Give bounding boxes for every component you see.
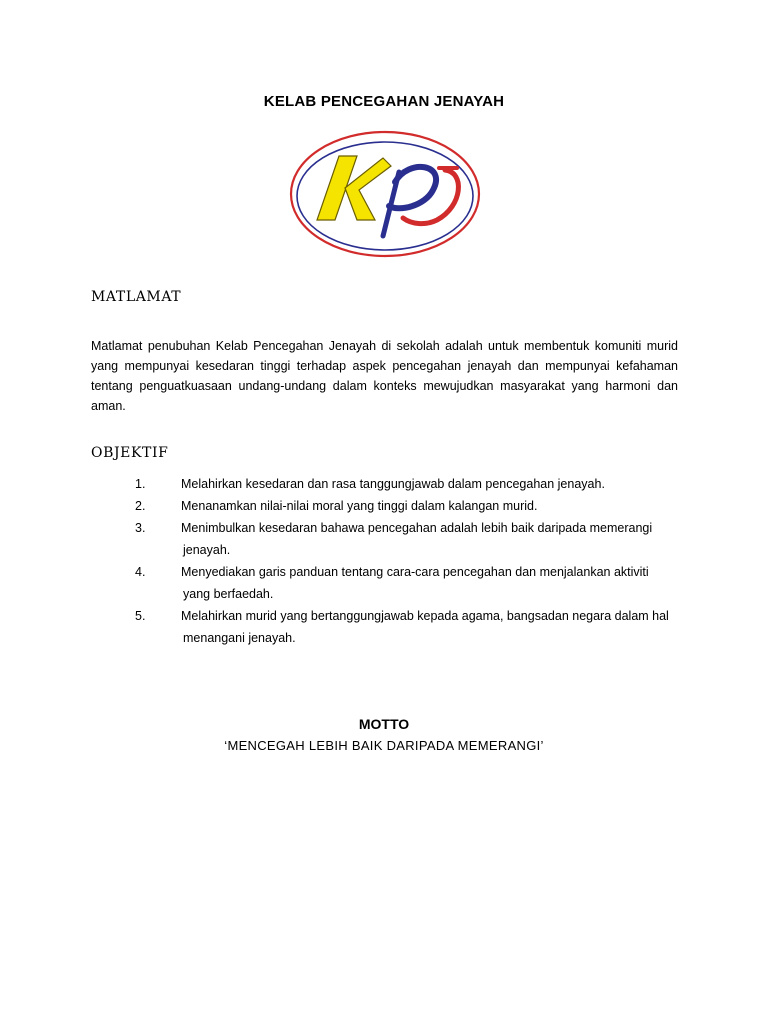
objektif-item-text: Melahirkan murid yang bertanggungjawab kepada agama, bangsadan negara dalam hal [181, 609, 669, 623]
objektif-item-number: 2. [135, 499, 146, 513]
objektif-item-number: 3. [135, 521, 146, 535]
objektif-item-3 [91, 517, 691, 561]
motto-text: ‘MENCEGAH LEBIH BAIK DARIPADA MEMERANGI’ [224, 738, 544, 753]
objektif-item-text-continued: menangani jenayah. [183, 631, 296, 645]
matlamat-heading: MATLAMAT [91, 289, 182, 305]
objektif-heading: OBJEKTIF [91, 445, 169, 461]
objektif-item-text: Menimbulkan kesedaran bahawa pencegahan adalah lebih baik daripada memerangi [181, 521, 653, 535]
objektif-item-number: 1. [135, 477, 146, 491]
objektif-item-2 [91, 495, 691, 517]
objektif-item-text: Menyediakan garis panduan tentang cara-cara pencegahan dan menjalankan aktiviti [181, 565, 649, 579]
logo-letter-p [383, 167, 436, 236]
logo-letter-k [317, 156, 391, 220]
objektif-item-text: Menanamkan nilai-nilai moral yang tinggi dalam kalangan murid. [181, 499, 538, 513]
objektif-item-1 [91, 473, 691, 495]
objektif-item-text: Melahirkan kesedaran dan rasa tanggungjawab dalam pencegahan jenayah. [181, 477, 605, 491]
kpj-logo [287, 128, 483, 262]
motto-heading: MOTTO [358, 716, 410, 732]
objektif-item-text-continued: yang berfaedah. [183, 587, 274, 601]
objektif-list [91, 473, 691, 649]
objektif-item-number: 4. [135, 565, 146, 579]
objektif-item-4 [91, 561, 691, 605]
objektif-item-number: 5. [135, 609, 146, 623]
objektif-item-text-continued: jenayah. [183, 543, 231, 557]
page-title: KELAB PENCEGAHAN JENAYAH [263, 93, 505, 110]
objektif-item-5 [91, 605, 691, 649]
matlamat-paragraph: Matlamat penubuhan Kelab Pencegahan Jenayah di sekolah adalah untuk membentuk komuniti murid yang mempunyai kesedaran tinggi terhadap aspek pencegahan jenayah dan mempunyai kefahaman tentang penguatkuasaan undang-undang dalam konteks mewujudkan masyarakat yang harmoni dan aman. [91, 339, 678, 413]
